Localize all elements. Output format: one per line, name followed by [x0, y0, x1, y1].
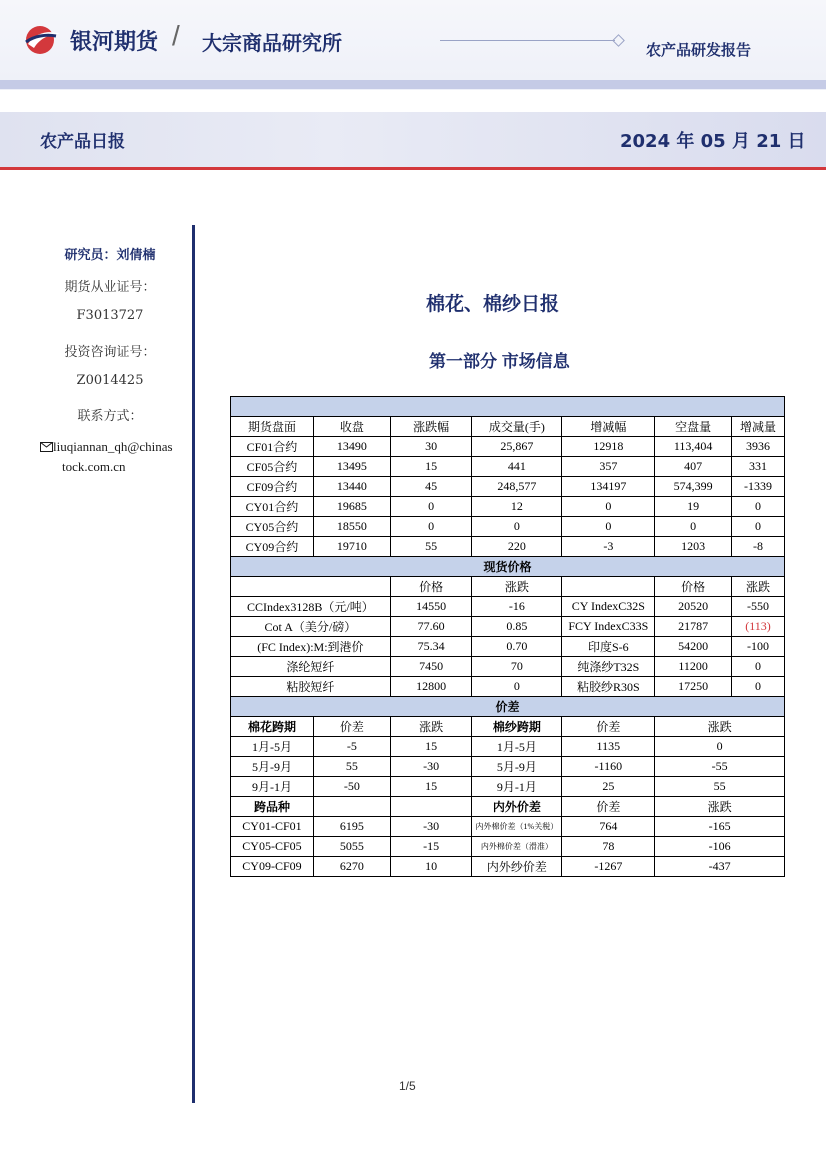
table-cell: 21787 [655, 617, 732, 637]
table-row [231, 637, 785, 657]
spot-band-row [231, 557, 785, 577]
report-title: 棉花、棉纱日报 [426, 294, 560, 315]
table-row [231, 517, 785, 537]
table-cell: 7450 [390, 657, 472, 677]
table-cell: 574,399 [655, 477, 732, 497]
table-cell: 涤纶短纤 [231, 657, 391, 677]
futures-header-row [231, 417, 785, 437]
section-title: 第一部分 市场信息 [429, 352, 570, 371]
table-cell: 55 [390, 537, 472, 557]
contact-email[interactable] [40, 437, 173, 477]
table-cell: 134197 [562, 477, 655, 497]
table-cell: 75.34 [390, 637, 472, 657]
table-cell: 55 [655, 777, 785, 797]
table-cell: 55 [313, 757, 390, 777]
researcher-name: 研究员：刘倩楠 [64, 247, 156, 262]
license-number: F3013727 [76, 308, 144, 323]
table-cell: 12918 [562, 437, 655, 457]
column-header: 棉花跨期 [231, 717, 314, 737]
table-cell: 0 [390, 497, 472, 517]
table-cell: CY09合约 [231, 537, 314, 557]
table-cell: 9月-1月 [472, 777, 562, 797]
galaxy-logo-icon [22, 22, 62, 56]
column-header: 内外价差 [472, 797, 562, 817]
table-cell: 0 [472, 517, 562, 537]
table-top-band [231, 397, 785, 417]
column-header [313, 797, 390, 817]
header-red-rule [0, 167, 826, 170]
table-row [231, 737, 785, 757]
header-stripe [0, 80, 826, 89]
table-row [231, 657, 785, 677]
table-cell: 13490 [313, 437, 390, 457]
column-header: 棉纱跨期 [472, 717, 562, 737]
table-cell: 内外棉价差（滑准） [472, 837, 562, 857]
table-cell: CY IndexC32S [562, 597, 655, 617]
table-cell: CY01-CF01 [231, 817, 314, 837]
column-header [231, 577, 391, 597]
column-header: 价差 [562, 797, 655, 817]
table-cell: 粘胶纱R30S [562, 677, 655, 697]
table-row [231, 857, 785, 877]
sidebar-divider [192, 225, 195, 1103]
column-header [390, 797, 472, 817]
table-cell: 0 [562, 517, 655, 537]
column-header: 价差 [562, 717, 655, 737]
table-cell: 印度S-6 [562, 637, 655, 657]
table-cell: CY05合约 [231, 517, 314, 537]
table-cell: (113) [732, 617, 785, 637]
table-row [231, 777, 785, 797]
email-line-2: tock.com.cn [62, 459, 126, 474]
table-cell: 764 [562, 817, 655, 837]
table-cell: 内外纱价差 [472, 857, 562, 877]
table-cell: 9月-1月 [231, 777, 314, 797]
column-header: 增减幅 [562, 417, 655, 437]
table-cell: -55 [655, 757, 785, 777]
column-header: 涨跌幅 [390, 417, 472, 437]
table-cell: 25,867 [472, 437, 562, 457]
table-cell: -1160 [562, 757, 655, 777]
table-cell: 0.85 [472, 617, 562, 637]
table-cell: -106 [655, 837, 785, 857]
table-cell: 内外棉价差（1%关税） [472, 817, 562, 837]
table-cell: 13495 [313, 457, 390, 477]
table-cell: 441 [472, 457, 562, 477]
column-header: 成交量(手) [472, 417, 562, 437]
table-cell: 19710 [313, 537, 390, 557]
table-cell: 78 [562, 837, 655, 857]
table-cell: 15 [390, 777, 472, 797]
table-cell: 19 [655, 497, 732, 517]
table-cell: CF05合约 [231, 457, 314, 477]
table-cell: CCIndex3128B（元/吨） [231, 597, 391, 617]
spread-band-row [231, 697, 785, 717]
table-cell: 13440 [313, 477, 390, 497]
report-category: 农产品日报 [40, 132, 125, 152]
mail-icon [40, 442, 53, 452]
table-row [231, 757, 785, 777]
table-cell: 357 [562, 457, 655, 477]
table-cell: 54200 [655, 637, 732, 657]
table-cell: 0.70 [472, 637, 562, 657]
table-cell: -50 [313, 777, 390, 797]
department-name: 大宗商品研究所 [202, 33, 342, 55]
table-cell: -8 [732, 537, 785, 557]
table-cell: 331 [732, 457, 785, 477]
table-cell: -437 [655, 857, 785, 877]
table-cell: 0 [732, 677, 785, 697]
column-header: 增减量 [732, 417, 785, 437]
table-cell: 1月-5月 [231, 737, 314, 757]
table-cell: 12 [472, 497, 562, 517]
report-type: 农产品研发报告 [646, 41, 752, 59]
table-cell: 14550 [390, 597, 472, 617]
table-cell: -550 [732, 597, 785, 617]
market-info-table [230, 396, 785, 877]
spread-header-row [231, 717, 785, 737]
table-cell: Cot A（美分/磅） [231, 617, 391, 637]
table-cell: 1203 [655, 537, 732, 557]
table-cell: 0 [732, 497, 785, 517]
table-cell: 30 [390, 437, 472, 457]
table-cell: 0 [390, 517, 472, 537]
table-cell: -165 [655, 817, 785, 837]
email-line-1: liuqiannan_qh@chinas [53, 439, 173, 454]
column-header: 收盘 [313, 417, 390, 437]
table-cell: (FC Index):M:到港价 [231, 637, 391, 657]
table-cell: 5055 [313, 837, 390, 857]
column-header: 价格 [655, 577, 732, 597]
table-cell: CF01合约 [231, 437, 314, 457]
table-cell: 纯涤纱T32S [562, 657, 655, 677]
column-header: 涨跌 [390, 717, 472, 737]
table-row [231, 497, 785, 517]
table-cell: 19685 [313, 497, 390, 517]
table-cell: CY09-CF09 [231, 857, 314, 877]
table-cell: 0 [655, 517, 732, 537]
table-cell: 10 [390, 857, 472, 877]
table-cell: -1339 [732, 477, 785, 497]
table-cell: 1135 [562, 737, 655, 757]
brand-name: 银河期货 [70, 29, 159, 54]
table-row [231, 817, 785, 837]
table-cell: 12800 [390, 677, 472, 697]
table-cell: 0 [562, 497, 655, 517]
table-cell: 粘胶短纤 [231, 677, 391, 697]
table-row [231, 537, 785, 557]
table-cell: 5月-9月 [231, 757, 314, 777]
table-cell: CF09合约 [231, 477, 314, 497]
column-header: 涨跌 [732, 577, 785, 597]
brand-separator: / [172, 20, 180, 51]
table-cell: 70 [472, 657, 562, 677]
table-cell: 6195 [313, 817, 390, 837]
table-cell: 17250 [655, 677, 732, 697]
column-header: 跨品种 [231, 797, 314, 817]
spot-band: 现货价格 [231, 557, 785, 577]
table-cell: -100 [732, 637, 785, 657]
cross-header-row [231, 797, 785, 817]
table-cell: -3 [562, 537, 655, 557]
decorative-line [440, 40, 615, 41]
table-row [231, 617, 785, 637]
table-cell: 15 [390, 457, 472, 477]
license-label: 期货从业证号： [64, 280, 156, 295]
consult-label: 投资咨询证号： [64, 345, 156, 360]
page-number: 1/5 [399, 1079, 416, 1093]
contact-label: 联系方式： [77, 409, 143, 424]
spread-band: 价差 [231, 697, 785, 717]
spot-header-row [231, 577, 785, 597]
consult-number: Z0014425 [76, 373, 144, 388]
table-row [231, 597, 785, 617]
table-cell: FCY IndexC33S [562, 617, 655, 637]
column-header: 期货盘面 [231, 417, 314, 437]
column-header: 涨跌 [655, 717, 785, 737]
table-row [231, 677, 785, 697]
table-row [231, 437, 785, 457]
table-cell: 5月-9月 [472, 757, 562, 777]
table-cell: 6270 [313, 857, 390, 877]
column-header: 价差 [313, 717, 390, 737]
column-header: 涨跌 [472, 577, 562, 597]
table-row [231, 457, 785, 477]
table-cell: 45 [390, 477, 472, 497]
table-cell: 15 [390, 737, 472, 757]
table-cell: -16 [472, 597, 562, 617]
table-cell: -5 [313, 737, 390, 757]
table-cell: 0 [472, 677, 562, 697]
table-cell: 1月-5月 [472, 737, 562, 757]
table-cell: 0 [655, 737, 785, 757]
table-cell: -30 [390, 757, 472, 777]
table-row [231, 837, 785, 857]
table-cell: 11200 [655, 657, 732, 677]
table-cell: 18550 [313, 517, 390, 537]
report-date: 2024 年 05 月 21 日 [620, 131, 806, 152]
table-cell: 3936 [732, 437, 785, 457]
table-row [231, 477, 785, 497]
column-header: 空盘量 [655, 417, 732, 437]
table-cell: -1267 [562, 857, 655, 877]
column-header [562, 577, 655, 597]
table-cell: 220 [472, 537, 562, 557]
column-header: 价格 [390, 577, 472, 597]
table-cell: 0 [732, 657, 785, 677]
table-cell: 113,404 [655, 437, 732, 457]
table-cell: 77.60 [390, 617, 472, 637]
table-cell: -30 [390, 817, 472, 837]
table-cell: 248,577 [472, 477, 562, 497]
table-cell: 407 [655, 457, 732, 477]
table-cell: 0 [732, 517, 785, 537]
table-cell: 25 [562, 777, 655, 797]
table-cell: 20520 [655, 597, 732, 617]
table-cell: CY01合约 [231, 497, 314, 517]
column-header: 涨跌 [655, 797, 785, 817]
table-cell: -15 [390, 837, 472, 857]
table-cell: CY05-CF05 [231, 837, 314, 857]
